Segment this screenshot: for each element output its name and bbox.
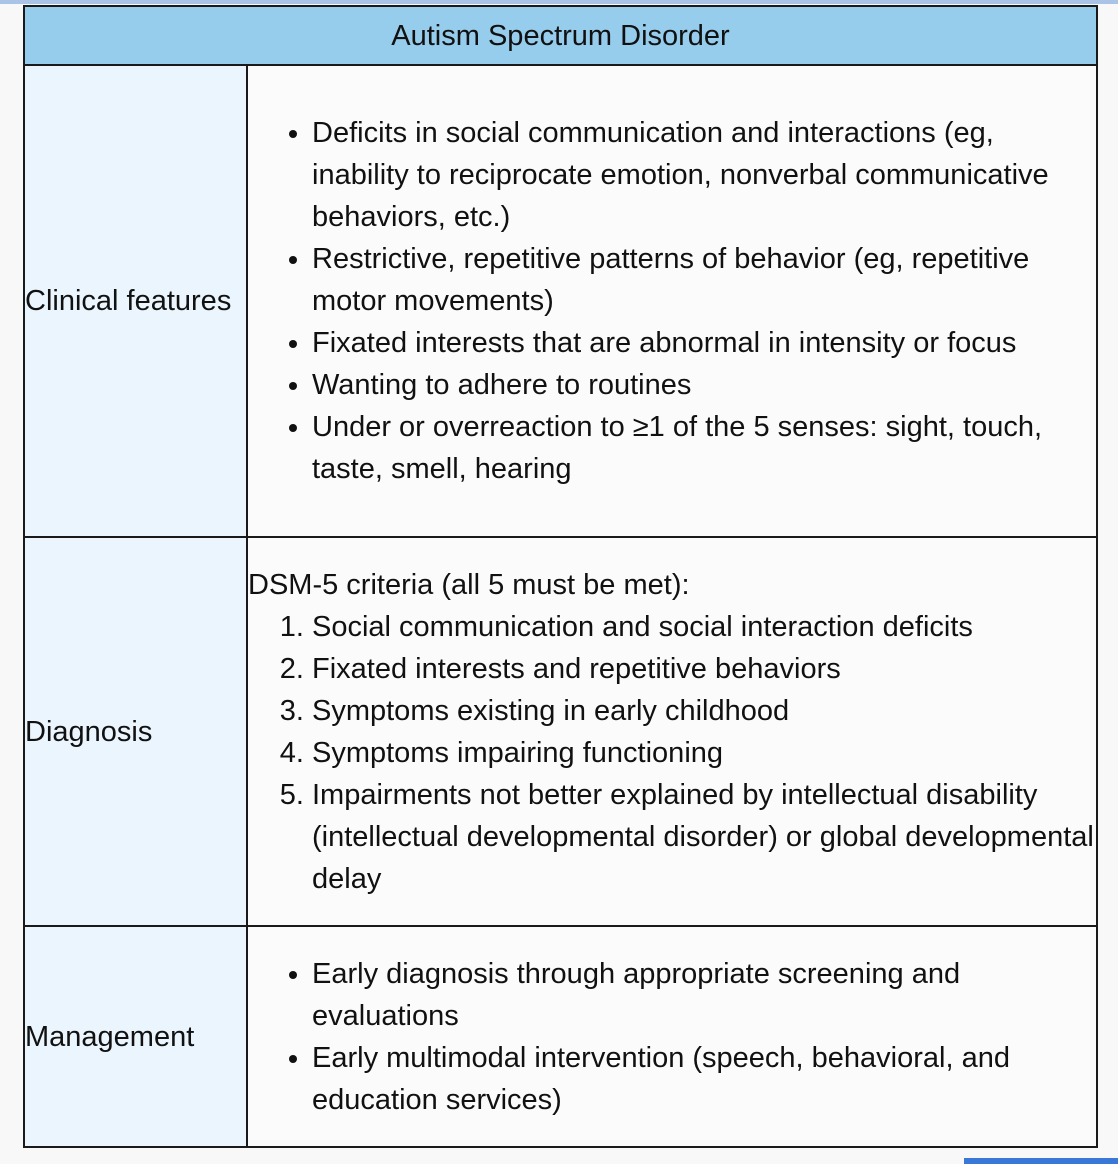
- list-item: • Deficits in social communication and interactions (eg, inability to reciprocate emotion, nonverbal communicative behaviors, etc.): [312, 112, 1096, 238]
- table-row-clinical-features: [24, 65, 1097, 537]
- row-content-clinical-features: [247, 65, 1097, 537]
- list-item: • Early diagnosis through appropriate screening and evaluations: [312, 953, 1096, 1037]
- list-item: • Fixated interests that are abnormal in intensity or focus: [312, 322, 1096, 364]
- management-list: [248, 953, 1096, 1121]
- table-title: Autism Spectrum Disorder: [24, 6, 1097, 65]
- diagnosis-intro: DSM-5 criteria (all 5 must be met):: [248, 568, 690, 601]
- list-item: 3. Symptoms existing in early childhood: [312, 690, 1096, 732]
- top-border-strip: [0, 0, 1118, 4]
- bottom-scroll-tab[interactable]: [964, 1158, 1118, 1164]
- autism-info-table: [23, 5, 1098, 1148]
- list-item: • Early multimodal intervention (speech, behavioral, and education services): [312, 1037, 1096, 1121]
- row-label-management: Management: [24, 926, 247, 1147]
- list-item: • Wanting to adhere to routines: [312, 364, 1096, 406]
- row-content-diagnosis: [247, 537, 1097, 926]
- table-row-management: [24, 926, 1097, 1147]
- list-item: • Restrictive, repetitive patterns of behavior (eg, repetitive motor movements): [312, 238, 1096, 322]
- row-content-management: [247, 926, 1097, 1147]
- list-item: 2. Fixated interests and repetitive behaviors: [312, 648, 1096, 690]
- row-label-clinical-features: Clinical features: [24, 65, 247, 537]
- list-item: 4. Symptoms impairing functioning: [312, 732, 1096, 774]
- table-row-diagnosis: [24, 537, 1097, 926]
- list-item: 5. Impairments not better explained by intellectual disability (intellectual developmental disorder) or global developmental delay: [312, 774, 1096, 900]
- list-item: • Under or overreaction to ≥1 of the 5 senses: sight, touch, taste, smell, hearing: [312, 406, 1096, 490]
- table-header-row: [24, 6, 1097, 65]
- list-item: 1. Social communication and social interaction deficits: [312, 606, 1096, 648]
- clinical-features-list: [248, 112, 1096, 490]
- diagnosis-criteria-list: [248, 606, 1096, 900]
- row-label-diagnosis: Diagnosis: [24, 537, 247, 926]
